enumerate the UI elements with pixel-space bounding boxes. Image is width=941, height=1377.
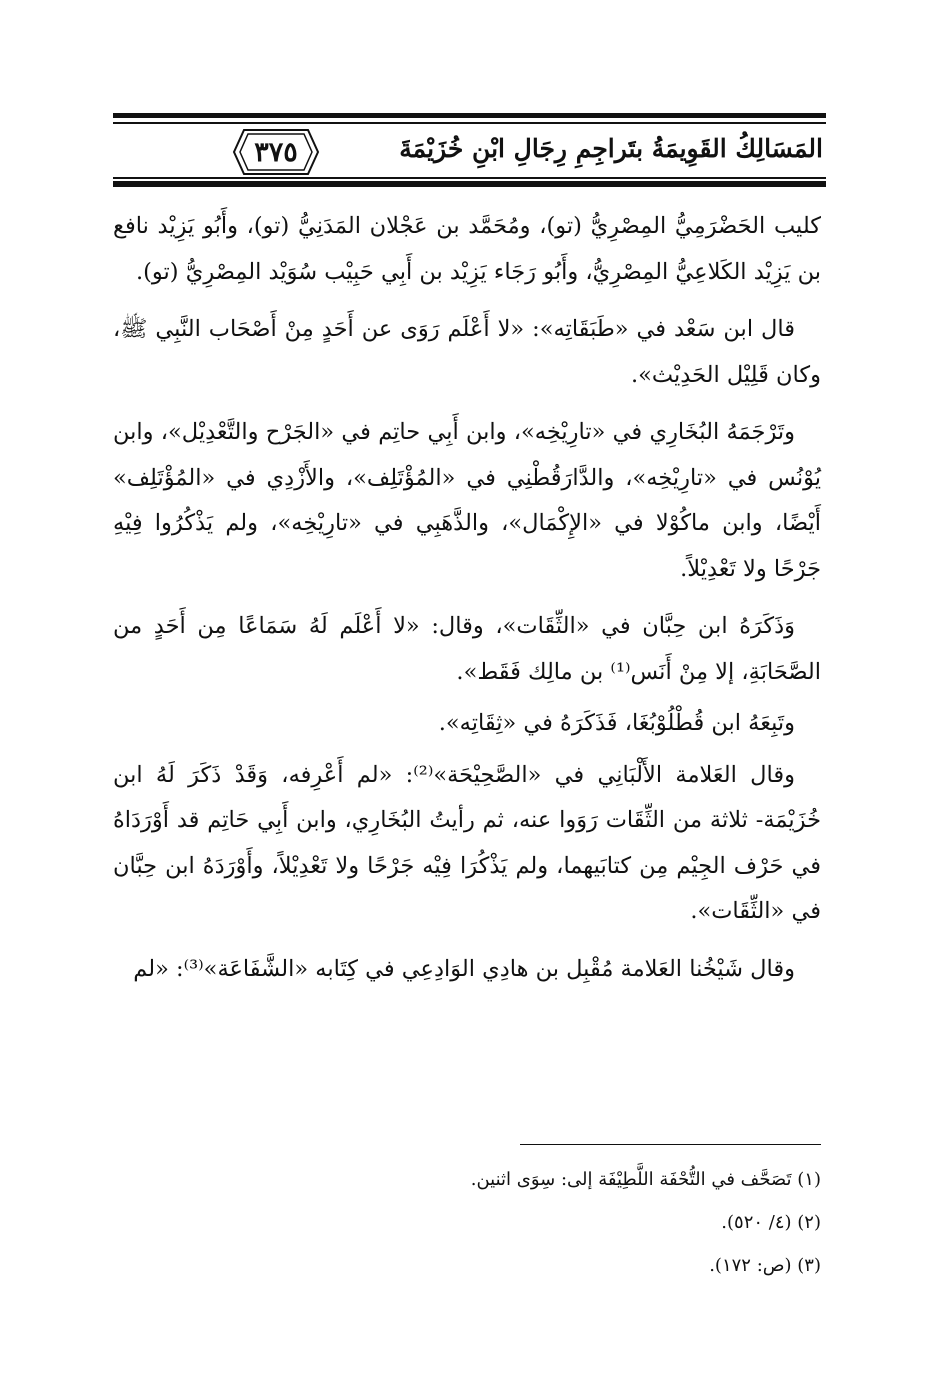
header-rule-thick-top [113, 113, 826, 118]
footnote-separator [520, 1144, 821, 1145]
paragraph: وتَرْجَمَهُ البُخَارِي في «تارِيْخِه»، وابن أَبِي حاتِم في «الجَرْح والتَّعْدِيْل»، وابن يُوْنُس في «تارِيْخِه»، والدَّارَقُطْنِي في «المُؤْتَلِف»، والأَزْدِي في «المُؤْتَلِف» أَيْضًا، وابن ماكُوْلا في «الإِكْمَال»، والذَّهَبِي في «تارِيْخِه»، ولم يَذْكُرُوا فِيْهِ جَرْحًا ولا تَعْدِيْلاً. [113, 419, 821, 582]
body-text [113, 204, 821, 1004]
paragraph: كليب الحَضْرَمِيُّ المِصْرِيُّ (تو)، ومُحَمَّد بن عَجْلان المَدَنِيُّ (تو)، وأَبُو يَزِيْد نافع بن يَزِيْد الكَلاعِيُّ المِصْرِيُّ، وأَبُو رَجَاء يَزِيْد بن أَبِي حَبِيْب سُوَيْد المِصْرِيُّ (تو). [113, 213, 821, 285]
paragraph: وقال شَيْخُنا العَلامة مُقْبِل بن هادِي الوَادِعِي في كِتَابه «الشَّفَاعَة»⁽³⁾: «لم [133, 955, 795, 982]
footnote: (٢) (٤/ ٥٢٠). [721, 1212, 821, 1233]
header-rule-thin-top [113, 122, 826, 124]
paragraph: وَذَكَرَهُ ابن حِبَّان في «الثِّقَات»، وقال: «لا أَعْلَم لَهُ سَمَاعًا مِن أَحَدٍ من الصَّحَابَةِ، إلا مِنْ أَنَس⁽¹⁾ بن مالِك فَقَط». [113, 613, 821, 685]
header-rule-thin-bottom [113, 177, 826, 179]
paragraph: وتَبِعَهُ ابن قُطْلُوْبُغَا، فَذَكَرَهُ في «ثِقَاتِه». [438, 710, 795, 736]
paragraph: وقال العَلامة الأَلْبَانِي في «الصَّحِيْحَة»⁽²⁾: «لم أَعْرِفه، وَقَدْ ذَكَرَ لَهُ ابن خُزَيْمَة- ثلاثة من الثِّقَات رَوَوا عنه، ثم رأيتُ البُخَارِي، وابن أَبِي حَاتِم قد أَوْرَدَاهُ في حَرْف الجِيْم مِن كتابَيهما، ولم يَذْكُرَا فِيْه جَرْحًا ولا تَعْدِيْلاً، وأَوْرَدَهُ ابن حِبَّان في «الثِّقَات». [113, 761, 821, 924]
page-number: ٣٧٥ [254, 136, 298, 168]
footnote: (٣) (ص: ١٧٢). [709, 1255, 821, 1276]
running-title: المَسَالِكُ القَوِيمَةُ بتَراجِمِ رِجَالِ ابْنِ خُزَيْمَةَ [399, 134, 823, 163]
header-rule-thick-bottom [113, 181, 826, 187]
paragraph: قال ابن سَعْد في «طَبَقَاتِه»: «لا أَعْلَم رَوَى عن أَحَدٍ مِنْ أَصْحَاب النَّبِي ﷺ، وكان قَلِيْل الحَدِيْث». [113, 316, 821, 388]
footnotes [113, 1158, 821, 1287]
page-number-badge [232, 127, 320, 177]
footnote: (١) تَصَحَّف في التُّحْفَة اللَّطِيْفَة إلى: سِوَى اثنين. [470, 1169, 821, 1190]
